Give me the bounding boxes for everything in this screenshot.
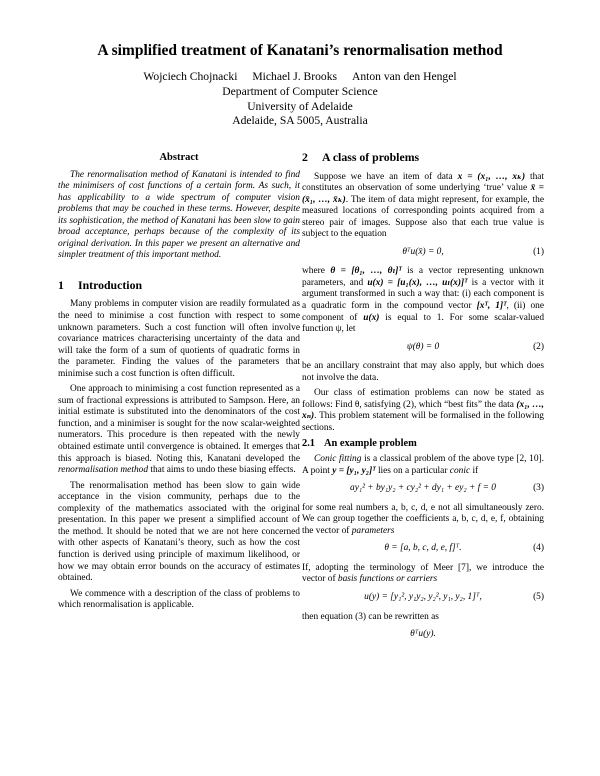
section-heading — [302, 152, 544, 164]
intro-paragraph: The renormalisation method has been slow to gain wide acceptance in the vision community, perhaps due to the complexity of the mathematics associated with the original presentation. In this paper we present a simplified account of the method. It should be noted that we are not here concerned with other aspects of Kanatani’s theory, such as how the cost function is derived using principle of maximum likelihood, or how we may obtain error bounds on the accuracy of estimates obtained. — [58, 480, 300, 584]
abstract-heading: Abstract — [159, 152, 199, 163]
equation — [302, 629, 544, 641]
body-paragraph: be an ancillary constraint that may also apply, but which does not involve the data. — [302, 361, 544, 383]
intro-paragraph: We commence with a description of the class of problems to which renormalisation is applicable. — [58, 588, 300, 611]
section-title: Introduction — [78, 277, 143, 292]
subsection-title: An example problem — [324, 438, 417, 450]
body-paragraph: Suppose we have an item of data x = (x₁, …, xₖ) that constitutes an observation of some underlying ‘true’ value x̄ = (x̄₁, …, x̄ₖ). The item of data might represent, for example, the measured locations of corresponding points acquired from a stereo pair of images. Suppose also that each true value is subject to the equation — [302, 171, 545, 240]
equation — [302, 247, 544, 259]
body-paragraph: If, adopting the terminology of Meer [7], we introduce the vector of basis functions or carriers — [302, 562, 544, 585]
equation-body: u(y) = [y₁², y₁y₂, y₂², y₁, y₂, 1]ᵀ, — [364, 591, 482, 602]
equation — [302, 543, 544, 555]
equation-number: (1) — [533, 246, 544, 257]
equation-body: ay₁² + by₁y₂ + cy₂² + dy₁ + ey₂ + f = 0 — [350, 483, 496, 494]
abstract-text: The renormalisation method of Kanatani is intended to find the minimisers of cost functions of a certain form. As such, it has applicability to a wide spectrum of computer vision problems that may be couched in these terms. However, despite its sophistication, the method of Kanatani has been slow to gain broad acceptance, perhaps because of the complexity of its original derivation. In this paper we present an alternative and simpler treatment of this important method. — [58, 169, 300, 261]
body-paragraph: for some real numbers a, b, c, d, e not all simultaneously zero. We can group together the coefficients a, b, c, d, e, f, obtaining the vector of parameters — [302, 502, 544, 536]
author-department: Department of Computer Science — [222, 84, 378, 98]
subsection-heading — [302, 438, 544, 450]
emphasis: Conic fitting — [314, 454, 362, 465]
equation-body: ψ(θ) = 0 — [406, 341, 440, 352]
equation — [302, 483, 544, 495]
equation-number: (5) — [533, 591, 544, 602]
equation-body: θᵀu(y). — [410, 629, 436, 640]
equation-number: (3) — [533, 483, 544, 494]
equation — [302, 342, 544, 354]
author-university: University of Adelaide — [247, 99, 353, 113]
equation-number: (4) — [533, 543, 544, 554]
section-heading — [58, 277, 300, 292]
section-title: A class of problems — [322, 150, 420, 164]
math-inline: u(x) — [363, 312, 380, 323]
section-number: 2 — [302, 150, 308, 164]
author-block — [0, 70, 600, 129]
author-name: Anton van den Hengel — [351, 70, 457, 83]
emphasis: parameters — [351, 525, 395, 536]
emphasis: conic — [449, 465, 471, 476]
math-inline: u(x) = [u₁(x), …, uₗ(x)]ᵀ — [367, 277, 468, 288]
math-inline: [xᵀ, 1]ᵀ — [476, 301, 507, 312]
body-paragraph: where θ = [θ₁, …, θₗ]ᵀ is a vector representing unknown parameters, and u(x) = [u₁(x), …, uₗ(x)]ᵀ is a vector with it argument transformed in such a way that: (i) each component is a quadratic form in the compound vector [xᵀ, 1]ᵀ, (ii) one component of u(x) is equal to 1. For some scalar-valued function ψ, let — [302, 266, 545, 335]
right-column — [302, 152, 544, 649]
section-number: 1 — [58, 277, 64, 292]
paper-title: A simplified treatment of Kanatani’s renormalisation method — [97, 42, 503, 59]
subsection-number: 2.1 — [302, 438, 315, 450]
equation — [302, 592, 544, 604]
left-column — [58, 152, 300, 616]
equation-body: θ = [a, b, c, d, e, f]ᵀ. — [384, 543, 462, 554]
emphasis: basis functions or carriers — [337, 574, 438, 585]
math-inline: (x₁, …, xₙ) — [302, 399, 544, 422]
body-paragraph: then equation (3) can be rewritten as — [302, 611, 439, 622]
math-inline: x̄ = (x̄₁, …, x̄ₖ) — [302, 183, 545, 205]
emphasis: renormalisation method — [58, 465, 149, 476]
author-name: Michael J. Brooks — [252, 70, 338, 83]
intro-paragraph: One approach to minimising a cost function represented as a sum of fractional expressions is attributed to Sampson. Here, an initial estimate is substituted into the denominators of the cost function, and a minimiser is sought for the now scalar-weighted numerators. This procedure is then repeated with the newly obtained estimate until convergence is obtained. It emerges that this approach is biased. Noting this, Kanatani developed the renormalisation method that aims to undo these biasing effects. — [58, 384, 300, 476]
equation-number: (2) — [533, 341, 544, 352]
body-paragraph: Our class of estimation problems can now be stated as follows: Find θ, satisfying (2), which “best fits” the data (x₁, …, xₙ). This problem statement will be formalised in the following sections. — [302, 388, 544, 433]
body-paragraph: Conic fitting is a classical problem of the above type [2, 10]. A point y = [y₁, y₂]ᵀ lies on a particular conic if — [302, 454, 544, 476]
author-names — [0, 70, 600, 85]
math-inline: θ = [θ₁, …, θₗ]ᵀ — [330, 266, 402, 277]
author-name: Wojciech Chojnacki — [143, 70, 238, 83]
equation-body: θᵀu(x̄) = 0, — [402, 246, 444, 257]
math-inline: x = (x₁, …, xₖ) — [457, 171, 526, 182]
author-address: Adelaide, SA 5005, Australia — [232, 114, 368, 128]
math-inline: y = [y₁, y₂]ᵀ — [332, 465, 376, 476]
intro-paragraph: Many problems in computer vision are readily formulated as the need to minimise a cost function with respect to some unknown parameters. Such a cost function will often involve covariance matrices characterising uncertainty of the data and will take the form of a sum of quotients of quadratic forms in the parameter. Finding the values of the parameters that minimise such a cost function is often difficult. — [58, 299, 300, 379]
